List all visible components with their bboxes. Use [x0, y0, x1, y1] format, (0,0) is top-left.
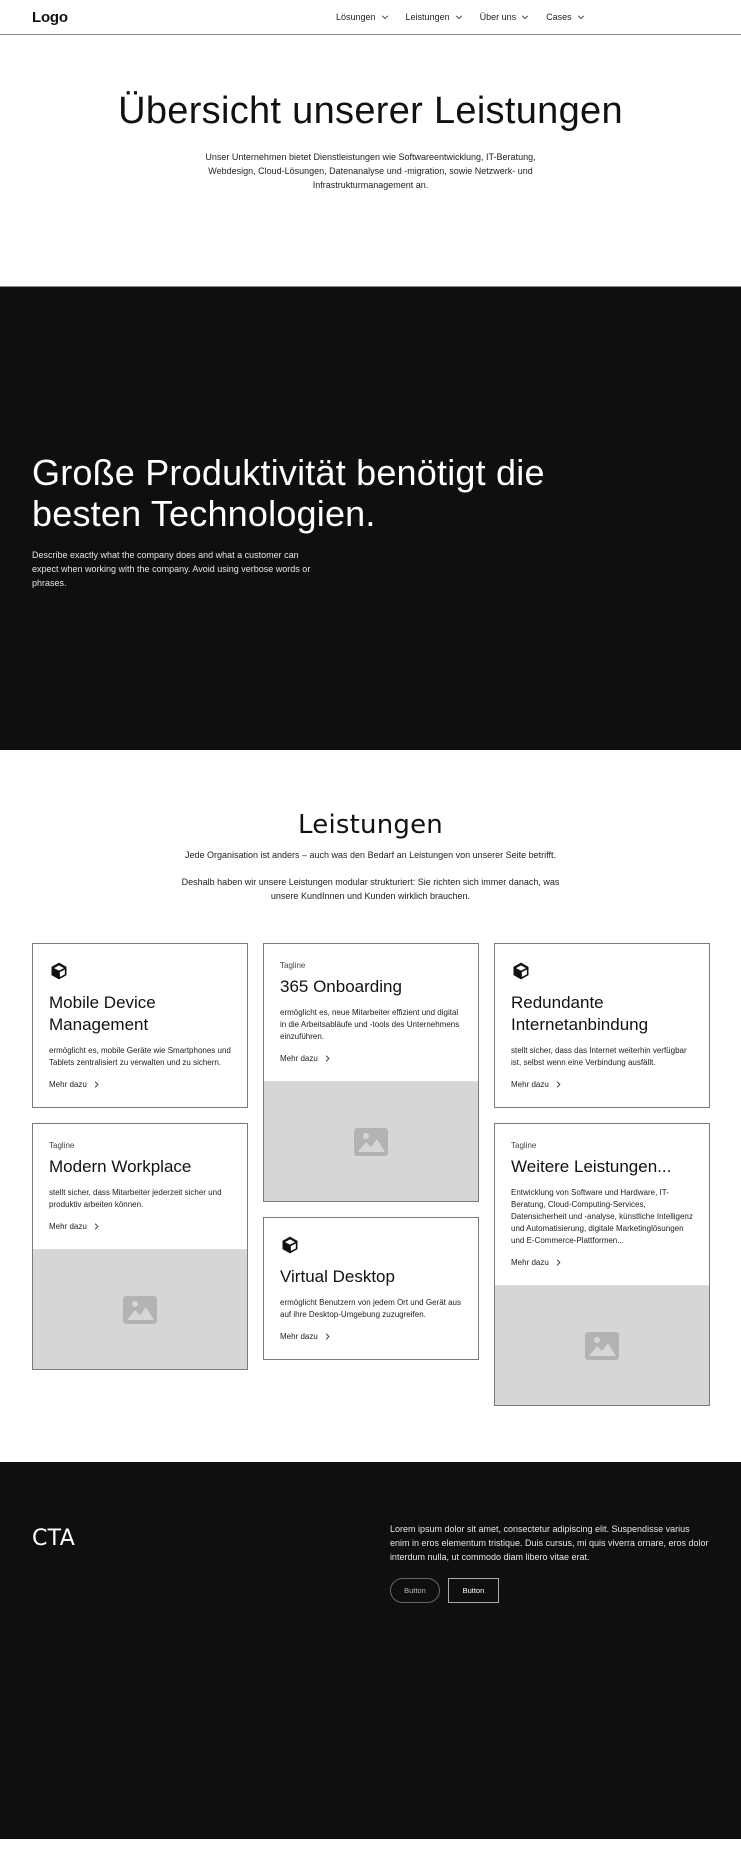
services-section — [0, 750, 741, 1462]
cta-text: Lorem ipsum dolor sit amet, consectetur adipiscing elit. Suspendisse varius enim in eros elementum tristique. Duis cursus, mi quis viverra ornare, eros dolor interdum nulla, ut commodo diam libero vitae erat. — [389, 1524, 709, 1562]
chevron-right-icon — [324, 1333, 331, 1340]
cta-primary-button[interactable]: Button — [448, 1578, 499, 1603]
more-link[interactable] — [49, 1080, 231, 1089]
card-text: stellt sicher, dass Mitarbeiter jederzeit sicher und produktiv arbeiten können. — [49, 1188, 222, 1209]
nav-item-label: Lösungen — [336, 12, 376, 22]
more-link[interactable] — [49, 1222, 231, 1231]
service-card-weitere-leistungen[interactable] — [494, 1123, 710, 1406]
card-title: 365 Onboarding — [280, 977, 402, 996]
more-link-label: Mehr dazu — [49, 1080, 87, 1089]
card-tagline: Tagline — [49, 1141, 75, 1150]
more-link[interactable] — [280, 1054, 462, 1063]
services-grid — [0, 943, 741, 1406]
cube-icon — [280, 1235, 300, 1255]
card-title: Modern Workplace — [49, 1157, 192, 1176]
services-intro-2: Deshalb haben wir unsere Leistungen modular strukturiert: Sie richten sich immer danach, was unsere KundInnen und Kunden wirklich brauchen. — [181, 877, 560, 901]
card-title: Weitere Leistungen... — [511, 1157, 672, 1176]
services-column-2 — [263, 943, 479, 1406]
cta-left — [32, 1522, 390, 1839]
chevron-down-icon — [455, 13, 463, 21]
card-image-placeholder — [33, 1249, 247, 1369]
cta-secondary-button[interactable]: Button — [390, 1578, 440, 1603]
service-card-redundante-internetanbindung[interactable] — [494, 943, 710, 1108]
services-intro-1: Jede Organisation ist anders – auch was den Bedarf an Leistungen von unserer Seite betrifft. — [184, 850, 557, 860]
chevron-down-icon — [577, 13, 585, 21]
cta-title: CTA — [32, 1526, 76, 1551]
logo[interactable]: Logo — [32, 8, 68, 26]
services-header — [0, 810, 741, 903]
chevron-right-icon — [93, 1081, 100, 1088]
more-link-label: Mehr dazu — [49, 1222, 87, 1231]
services-column-3 — [494, 943, 710, 1406]
nav-item-ueber-uns[interactable] — [480, 12, 530, 22]
service-card-mobile-device-management[interactable] — [32, 943, 248, 1108]
chevron-right-icon — [555, 1081, 562, 1088]
cta-section — [0, 1462, 741, 1839]
chevron-right-icon — [555, 1259, 562, 1266]
image-placeholder-icon — [354, 1128, 388, 1156]
hero-section — [0, 286, 741, 750]
card-tagline: Tagline — [511, 1141, 537, 1150]
nav-item-cases[interactable] — [546, 12, 585, 22]
more-link[interactable] — [280, 1332, 462, 1341]
chevron-right-icon — [93, 1223, 100, 1230]
card-title: Virtual Desktop — [280, 1267, 395, 1286]
chevron-right-icon — [324, 1055, 331, 1062]
card-title: Mobile Device Management — [49, 993, 156, 1034]
card-tagline: Tagline — [280, 961, 306, 970]
card-title: Redundante Internetanbindung — [511, 993, 649, 1034]
page-header — [0, 35, 741, 286]
more-link-label: Mehr dazu — [280, 1054, 318, 1063]
image-placeholder-icon — [123, 1296, 157, 1324]
cta-buttons — [390, 1578, 709, 1603]
cube-icon — [49, 961, 69, 981]
chevron-down-icon — [521, 13, 529, 21]
page-title: Übersicht unserer Leistungen — [118, 90, 623, 132]
navbar — [0, 0, 741, 35]
nav-item-label: Cases — [546, 12, 572, 22]
image-placeholder-icon — [585, 1332, 619, 1360]
hero-description: Describe exactly what the company does and what a customer can expect when working with the company. Avoid using verbose words or phrases. — [32, 550, 311, 588]
more-link-label: Mehr dazu — [280, 1332, 318, 1341]
card-text: Entwicklung von Software und Hardware, IT-Beratung, Cloud-Computing-Services, Datensicherheit und -analyse, künstliche Intelligenz und Automatisierung, digitale Marketinglösungen und E-Commerce-Plattformen... — [511, 1188, 693, 1245]
card-text: ermöglicht Benutzern von jedem Ort und Gerät aus auf ihre Desktop-Umgebung zuzugreifen. — [280, 1298, 461, 1319]
page-description: Unser Unternehmen bietet Dienstleistungen wie Softwareentwicklung, IT-Beratung, Webdesign, Cloud-Lösungen, Datenanalyse und -migration, sowie Netzwerk- und Infrastrukturmanagement an. — [205, 152, 536, 190]
cube-icon — [511, 961, 531, 981]
card-image-placeholder — [264, 1081, 478, 1201]
card-text: ermöglicht es, neue Mitarbeiter effizient und digital in die Arbeitsabläufe und -tools des Unternehmens einzuführen. — [280, 1008, 460, 1041]
more-link-label: Mehr dazu — [511, 1258, 549, 1267]
nav-item-loesungen[interactable] — [336, 12, 389, 22]
services-column-1 — [32, 943, 248, 1406]
chevron-down-icon — [381, 13, 389, 21]
service-card-365-onboarding[interactable] — [263, 943, 479, 1202]
nav-links — [336, 0, 585, 34]
card-text: ermöglicht es, mobile Geräte wie Smartphones und Tablets zentralisiert zu verwalten und zu sichern. — [49, 1046, 231, 1067]
services-title: Leistungen — [298, 810, 443, 840]
nav-item-leistungen[interactable] — [406, 12, 463, 22]
hero-title: Große Produktivität benötigt die besten Technologien. — [32, 452, 545, 534]
more-link[interactable] — [511, 1258, 693, 1267]
service-card-modern-workplace[interactable] — [32, 1123, 248, 1370]
service-card-virtual-desktop[interactable] — [263, 1217, 479, 1360]
cta-right — [390, 1522, 709, 1839]
more-link[interactable] — [511, 1080, 693, 1089]
nav-item-label: Leistungen — [405, 12, 450, 22]
card-image-placeholder — [495, 1285, 709, 1405]
card-text: stellt sicher, dass das Internet weiterhin verfügbar ist, selbst wenn eine Verbindung ausfällt. — [511, 1046, 687, 1067]
nav-item-label: Über uns — [479, 12, 517, 22]
more-link-label: Mehr dazu — [511, 1080, 549, 1089]
